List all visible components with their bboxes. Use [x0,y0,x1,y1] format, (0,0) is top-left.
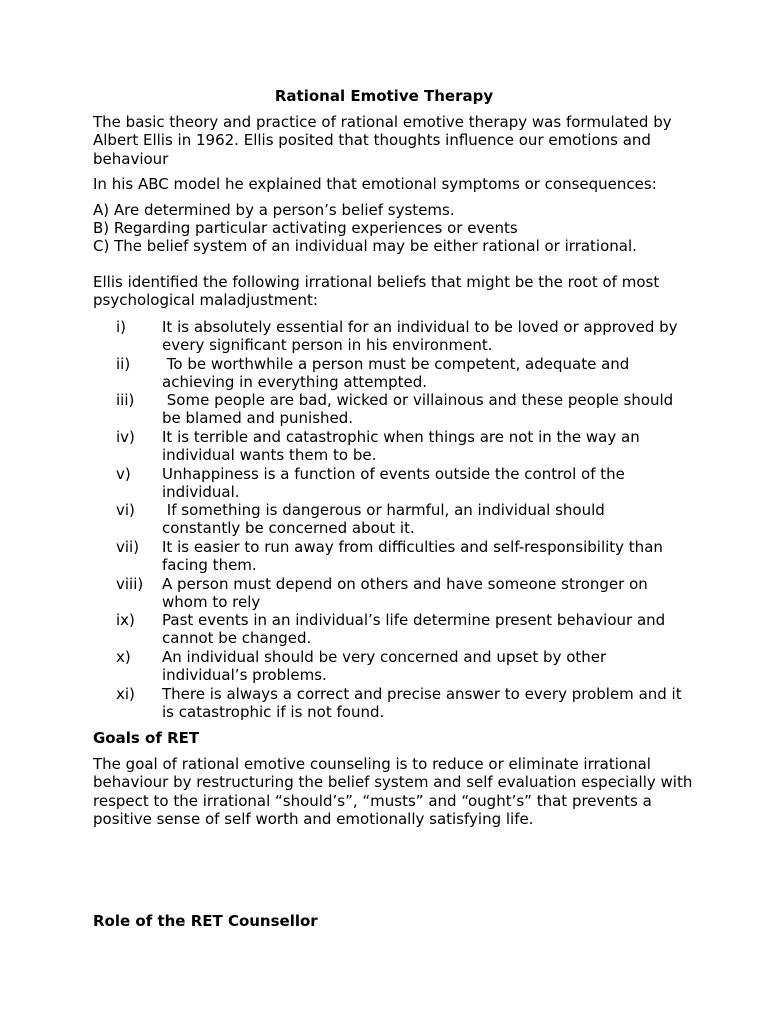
belief-number: i) [116,318,127,336]
belief-list-item [0,575,768,612]
abc-point-a: A) Are determined by a person’s belief systems. [93,201,455,219]
belief-number: ii) [116,355,131,373]
abc-intro-paragraph: In his ABC model he explained that emotional symptoms or consequences: [93,175,657,193]
abc-point-b: B) Regarding particular activating experiences or events [93,219,518,237]
belief-text: There is always a correct and precise answer to every problem and it is catastrophic if is not found. [162,685,682,722]
belief-text: An individual should be very concerned and upset by other individual’s problems. [162,648,607,685]
belief-text: It is absolutely essential for an individual to be loved or approved by every significant person in his environment. [162,318,678,355]
belief-list-item [0,318,768,355]
intro-paragraph: The basic theory and practice of rational emotive therapy was formulated by Albert Ellis in 1962. Ellis posited that thoughts influence our emotions and behaviour [93,113,672,168]
belief-list-item [0,685,768,722]
belief-number: ix) [116,611,135,629]
belief-list-item [0,391,768,428]
belief-number: iv) [116,428,135,446]
belief-text: Unhappiness is a function of events outside the control of the individual. [162,465,625,502]
belief-number: viii) [116,575,144,593]
belief-text: Some people are bad, wicked or villainous and these people should be blamed and punished. [162,391,678,428]
belief-text: It is terrible and catastrophic when things are not in the way an individual wants them to be. [162,428,640,465]
belief-number: vi) [116,501,135,519]
belief-list-item [0,501,768,538]
belief-number: x) [116,648,131,666]
belief-number: vii) [116,538,140,556]
belief-text: A person must depend on others and have someone stronger on whom to rely [162,575,648,612]
document-title: Rational Emotive Therapy [274,87,494,105]
abc-point-c: C) The belief system of an individual may be either rational or irrational. [93,237,637,255]
belief-text: If something is dangerous or harmful, an individual should constantly be concerned about it. [162,501,610,538]
goals-heading: Goals of RET [93,729,200,747]
beliefs-intro-paragraph: Ellis identified the following irrational beliefs that might be the root of most psychological maladjustment: [93,273,660,310]
belief-list-item [0,355,768,392]
role-heading: Role of the RET Counsellor [93,912,318,930]
belief-text: To be worthwhile a person must be competent, adequate and achieving in everything attempted. [162,355,635,392]
belief-number: xi) [116,685,135,703]
belief-number: v) [116,465,131,483]
belief-list-item [0,428,768,465]
belief-text: It is easier to run away from difficulties and self-responsibility than facing them. [162,538,663,575]
belief-list-item [0,648,768,685]
goals-paragraph: The goal of rational emotive counseling is to reduce or eliminate irrational behaviour by restructuring the belief system and self evaluation especially with respect to the irrational “should’s”, “musts” and “ought’s” that prevents a positive sense of self worth and emotionally satisfying life. [93,755,693,828]
belief-text: Past events in an individual’s life determine present behaviour and cannot be changed. [162,611,666,648]
belief-list-item [0,465,768,502]
belief-number: iii) [116,391,135,409]
belief-list-item [0,611,768,648]
belief-list-item [0,538,768,575]
